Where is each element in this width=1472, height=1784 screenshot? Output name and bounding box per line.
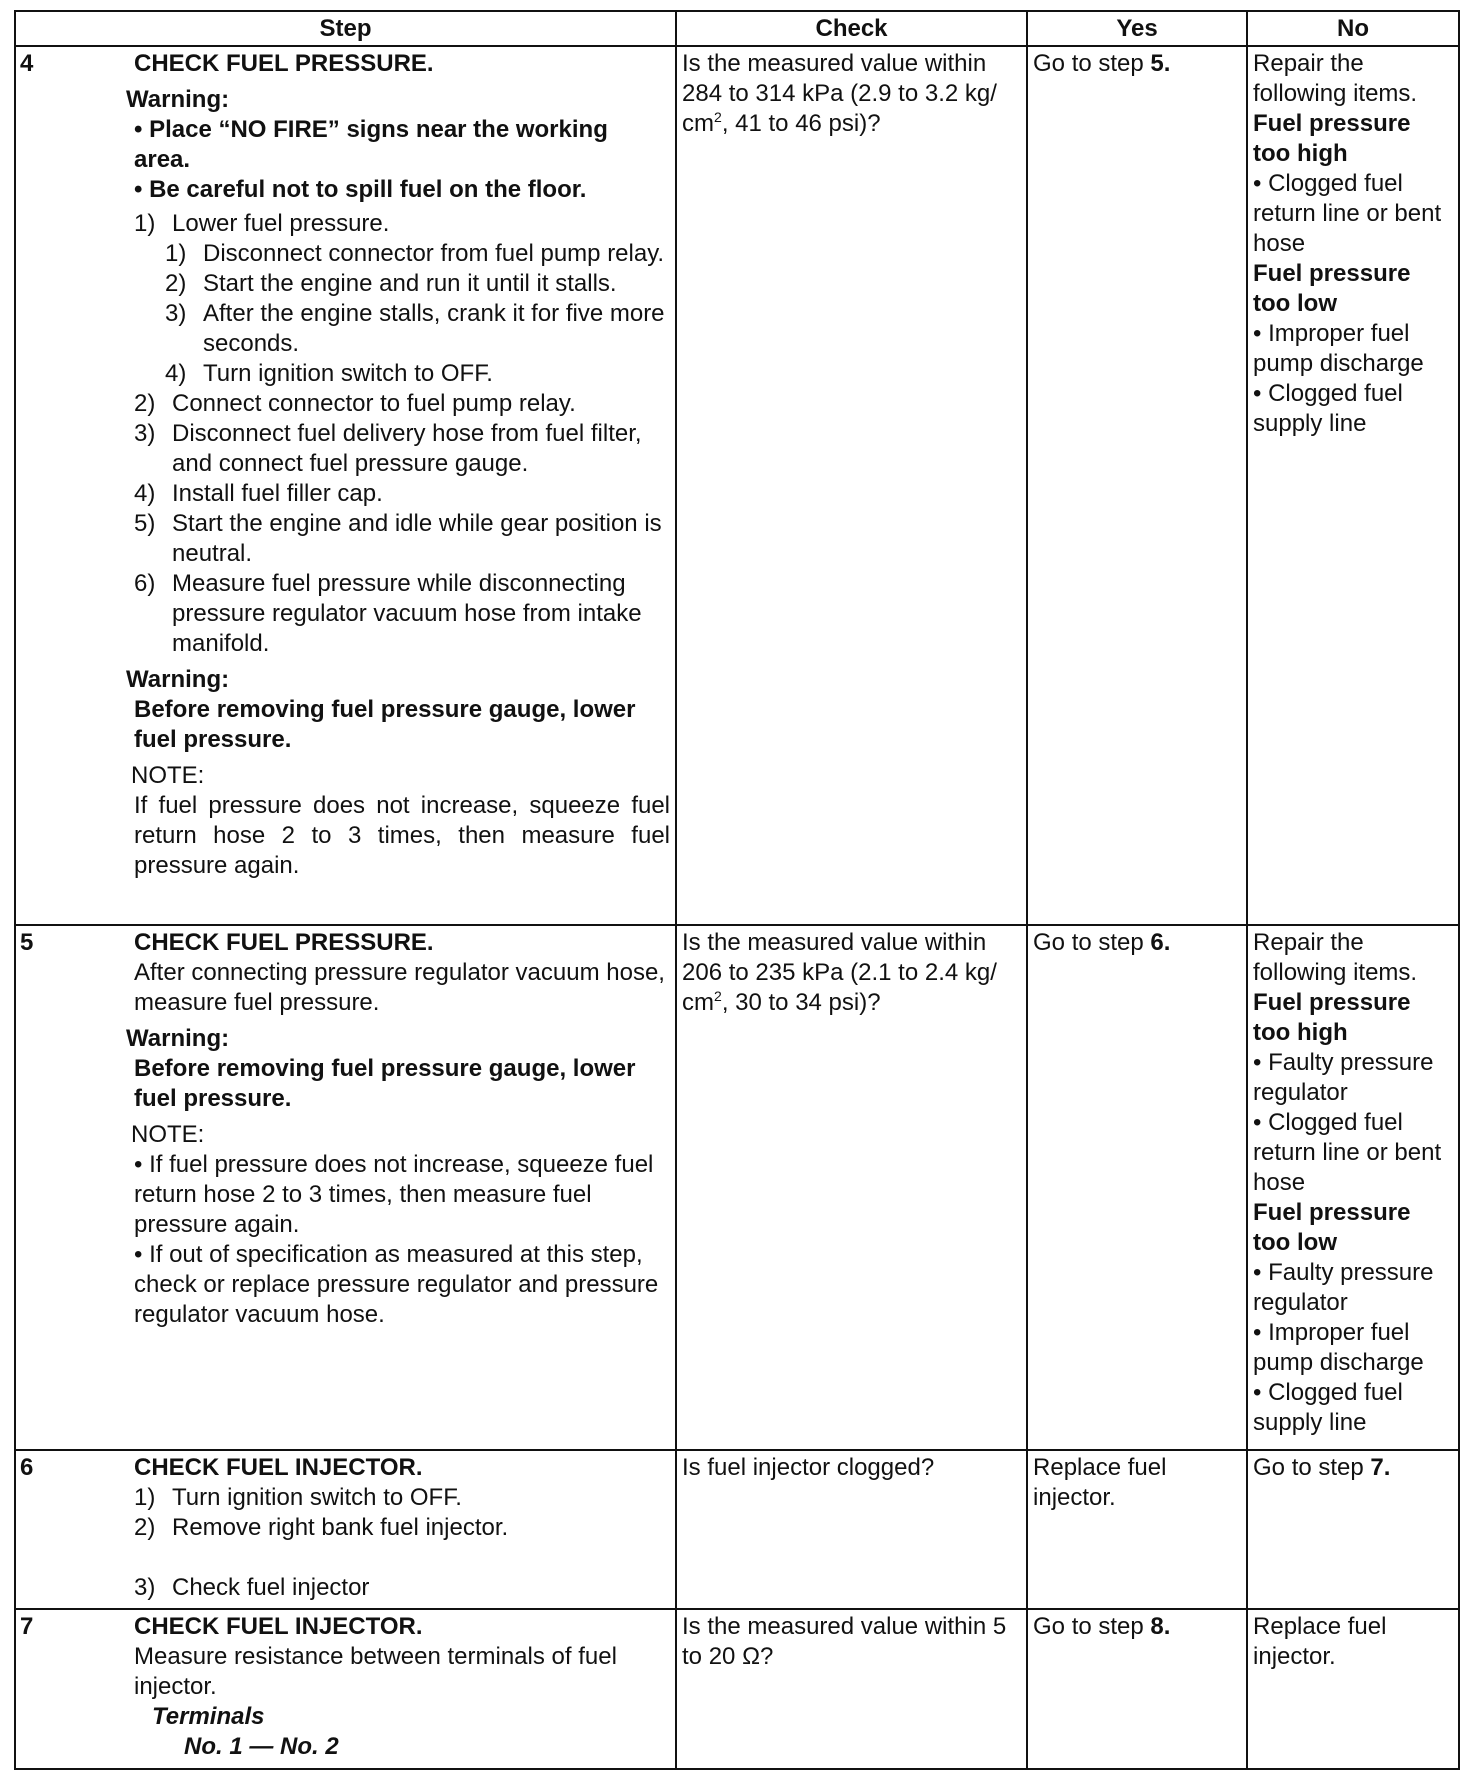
no-item: • Clogged fuel return line or bent hose [1253, 1108, 1442, 1196]
table-row [15, 1609, 1459, 1769]
table-row [15, 46, 1459, 925]
procedure-step-number: 2) [134, 1513, 156, 1541]
sub-procedure-step-text: Turn ignition switch to OFF. [203, 360, 493, 387]
procedure-step-number: 3) [134, 420, 156, 447]
step-title: CHECK FUEL PRESSURE. [134, 50, 434, 77]
no-high-label: Fuel pressure too high [1253, 988, 1411, 1046]
procedure-step [134, 479, 670, 509]
yes-text: Go to step [1033, 1613, 1151, 1641]
sub-procedure-step-text: Disconnect connector from fuel pump relay. [203, 240, 665, 267]
procedure-step-text: Check fuel injector [172, 1573, 370, 1601]
sub-procedure-step-text: After the engine stalls, crank it for five more seconds. [203, 300, 665, 357]
warning-text: Before removing fuel pressure gauge, lower fuel pressure. [134, 1054, 636, 1112]
no-cell [1247, 925, 1459, 1450]
step-title: CHECK FUEL INJECTOR. [134, 1613, 423, 1641]
procedure-step [134, 569, 670, 659]
no-low-label: Fuel pressure too low [1253, 1198, 1411, 1256]
no-cell: Replace fuel injector. [1247, 1609, 1459, 1769]
procedure-step [134, 419, 670, 479]
procedure-step [134, 1483, 670, 1513]
step-number: 5 [15, 925, 129, 1450]
warning-item: • Be careful not to spill fuel on the floor. [134, 176, 587, 203]
no-item: • Improper fuel pump discharge [1253, 320, 1424, 377]
note-item: • If fuel pressure does not increase, squeeze fuel return hose 2 to 3 times, then measure fuel pressure again. [134, 1150, 654, 1238]
no-item: • Clogged fuel supply line [1253, 1378, 1403, 1436]
check-cell: Is the measured value within 5 to 20 Ω? [676, 1609, 1027, 1769]
yes-period: . [1163, 50, 1171, 77]
note-label: NOTE: [131, 762, 205, 789]
check-cell [676, 46, 1027, 925]
procedure-step-number: 5) [134, 510, 156, 537]
no-intro: Repair the following items. [1253, 928, 1418, 986]
procedure-step [134, 209, 670, 239]
sub-procedure-step-number: 1) [165, 240, 187, 267]
procedure-step-number: 2) [134, 390, 156, 417]
step-content [126, 925, 676, 1450]
no-item: • Clogged fuel return line or bent hose [1253, 170, 1442, 257]
warning-item: • Place “NO FIRE” signs near the working area. [134, 116, 608, 173]
no-low-label: Fuel pressure too low [1253, 260, 1411, 317]
yes-step-number: 5 [1150, 50, 1164, 77]
warning-label: Warning: [126, 86, 230, 113]
yes-cell: Replace fuel injector. [1027, 1450, 1247, 1610]
sub-procedure-step [134, 269, 670, 299]
step-body: After connecting pressure regulator vacuum hose, measure fuel pressure. [134, 958, 665, 1016]
procedure-step-number: 1) [134, 210, 156, 237]
procedure-step-text: Turn ignition switch to OFF. [172, 1483, 462, 1511]
no-period: . [1383, 1453, 1391, 1481]
no-item: • Faulty pressure regulator [1253, 1048, 1434, 1106]
procedure-step [134, 389, 670, 419]
step-number: 4 [15, 46, 129, 925]
table-row [15, 1450, 1459, 1610]
table-row [15, 925, 1459, 1450]
procedure-step-number: 4) [134, 480, 156, 507]
header-check: Check [676, 11, 1027, 46]
procedure-step-text: Lower fuel pressure. [172, 210, 390, 237]
yes-text: Go to step [1033, 928, 1151, 956]
yes-cell [1027, 925, 1247, 1450]
sub-procedure-step-number: 4) [165, 360, 187, 387]
sub-procedure-step-number: 2) [165, 270, 187, 297]
note-label: NOTE: [131, 1120, 205, 1148]
sub-procedure-step [134, 299, 670, 359]
yes-cell [1027, 46, 1247, 925]
procedure-step [134, 1513, 670, 1543]
no-cell [1247, 1450, 1459, 1610]
check-text-end: , 30 to 34 psi)? [721, 988, 881, 1016]
warning-label: Warning: [126, 1024, 230, 1052]
step-number: 6 [15, 1450, 129, 1610]
check-text: Is the measured value within 206 to 235 kPa (2.1 to 2.4 kg/ cm [682, 928, 997, 1016]
yes-period: . [1163, 1613, 1171, 1641]
header-no: No [1247, 11, 1459, 46]
header-row [15, 11, 1459, 46]
no-high-label: Fuel pressure too high [1253, 110, 1411, 167]
procedure-step-text: Measure fuel pressure while disconnecting pressure regulator vacuum hose from intake manifold. [172, 570, 642, 657]
warning-label: Warning: [126, 666, 230, 693]
sub-procedure-step [134, 239, 670, 269]
no-intro: Repair the following items. [1253, 50, 1418, 107]
sub-procedure-list [134, 239, 670, 389]
procedure-step-text: Remove right bank fuel injector. [172, 1513, 509, 1541]
yes-period: . [1163, 928, 1171, 956]
step-body: Measure resistance between terminals of fuel injector. [134, 1643, 617, 1701]
superscript: 2 [714, 109, 722, 125]
procedure-step-text: Connect connector to fuel pump relay. [172, 390, 576, 417]
note-text: If fuel pressure does not increase, squeeze fuel return hose 2 to 3 times, then measure fuel pressure again. [134, 792, 671, 879]
step-number: 7 [15, 1609, 129, 1769]
no-item: • Improper fuel pump discharge [1253, 1318, 1424, 1376]
yes-step-number: 8 [1150, 1613, 1164, 1641]
spacer [134, 1543, 670, 1573]
procedure-list [134, 1483, 670, 1603]
no-item: • Faulty pressure regulator [1253, 1258, 1434, 1316]
step-title: CHECK FUEL INJECTOR. [134, 1453, 423, 1481]
terminals-value: No. 1 — No. 2 [184, 1733, 339, 1761]
procedure-step [134, 1573, 670, 1603]
check-cell [676, 925, 1027, 1450]
check-text: Is the measured value within 284 to 314 kPa (2.9 to 3.2 kg/ cm [682, 50, 997, 137]
yes-text: Go to step [1033, 50, 1151, 77]
no-step-number: 7 [1370, 1453, 1384, 1481]
procedure-step-number: 1) [134, 1483, 156, 1511]
step-title: CHECK FUEL PRESSURE. [134, 928, 434, 956]
superscript: 2 [714, 987, 722, 1004]
no-item: • Clogged fuel supply line [1253, 380, 1403, 437]
header-step: Step [15, 11, 676, 46]
sub-procedure-step-text: Start the engine and run it until it stalls. [203, 270, 617, 297]
yes-step-number: 6 [1150, 928, 1164, 956]
no-text: Go to step [1253, 1453, 1371, 1481]
diagnostic-table [14, 10, 1460, 1770]
procedure-list [134, 389, 670, 659]
procedure-step-text: Disconnect fuel delivery hose from fuel filter, and connect fuel pressure gauge. [172, 420, 642, 477]
step-content [129, 1450, 676, 1610]
step-content [126, 46, 676, 925]
procedure-step-text: Start the engine and idle while gear position is neutral. [172, 510, 662, 567]
sub-procedure-step-number: 3) [165, 300, 187, 327]
procedure-step [134, 509, 670, 569]
terminals-label: Terminals [152, 1703, 265, 1731]
procedure-step-text: Install fuel filler cap. [172, 480, 383, 507]
procedure-step-number: 6) [134, 570, 156, 597]
procedure-list [134, 209, 670, 239]
yes-cell [1027, 1609, 1247, 1769]
no-cell [1247, 46, 1459, 925]
note-item: • If out of specification as measured at this step, check or replace pressure regulator and pressure regulator vacuum hose. [134, 1240, 659, 1328]
step-content [129, 1609, 676, 1769]
header-yes: Yes [1027, 11, 1247, 46]
check-text-end: , 41 to 46 psi)? [721, 110, 881, 137]
warning-text: Before removing fuel pressure gauge, lower fuel pressure. [134, 696, 636, 753]
sub-procedure-step [134, 359, 670, 389]
procedure-step-number: 3) [134, 1573, 156, 1601]
check-cell: Is fuel injector clogged? [676, 1450, 1027, 1610]
